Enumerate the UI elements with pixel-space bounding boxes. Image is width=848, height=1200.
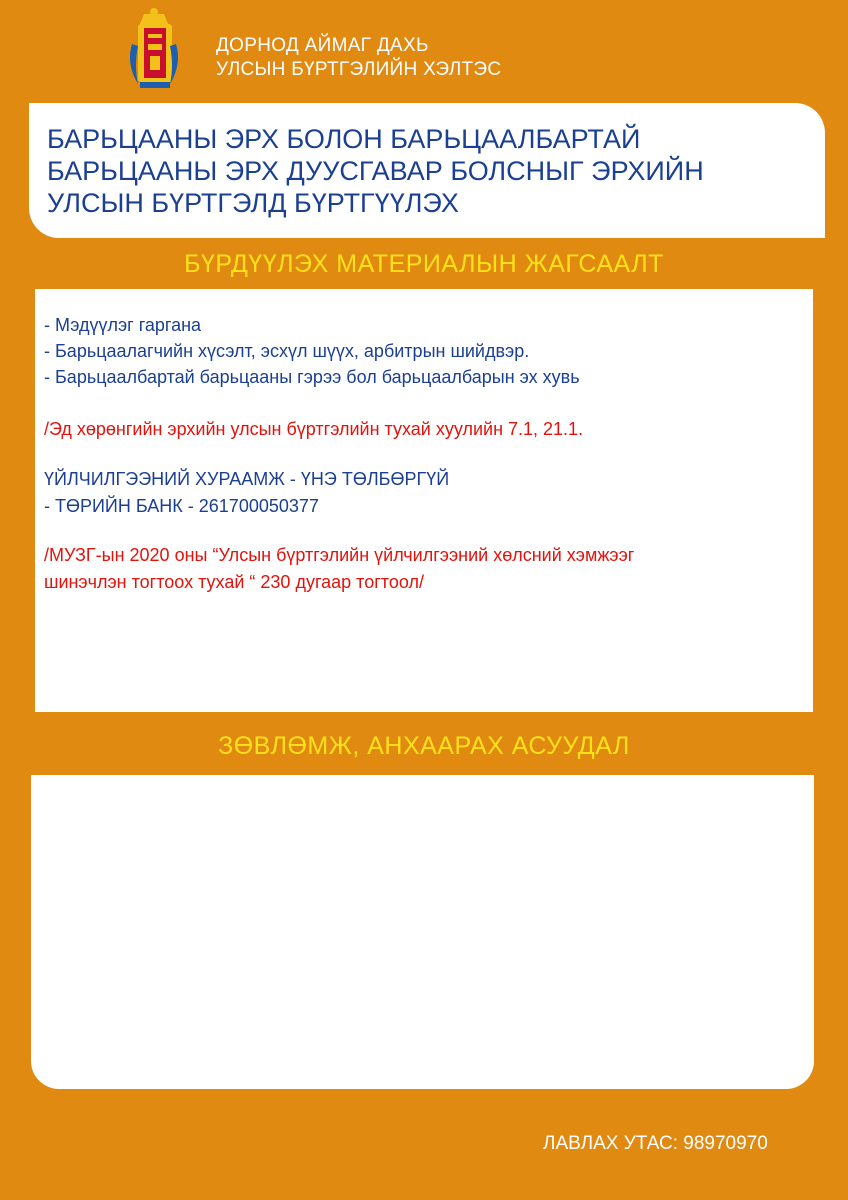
reference-phone: ЛАВЛАХ УТАС: 98970970 <box>543 1133 768 1154</box>
advice-heading: ЗӨВЛӨМЖ, АНХААРАХ АСУУДАЛ <box>218 732 630 760</box>
advice-card <box>31 775 814 1089</box>
resolution-line-1: /МУЗГ-ын 2020 оны “Улсын бүртгэлийн үйлчилгээний хөлсний хэмжээг <box>44 545 635 565</box>
title-line-1: БАРЬЦААНЫ ЭРХ БОЛОН БАРЬЦААЛБАРТАЙ <box>47 124 641 154</box>
soyombo-emblem-icon <box>124 4 184 92</box>
materials-heading: БҮРДҮҮЛЭХ МАТЕРИАЛЫН ЖАГСААЛТ <box>184 250 664 278</box>
list-item: - Барьцаалбартай барьцааны гэрээ бол барьцаалбарын эх хувь <box>44 367 580 387</box>
service-title <box>47 123 704 219</box>
service-fee: ҮЙЛЧИЛГЭЭНИЙ ХУРААМЖ - ҮНЭ ТӨЛБӨРГҮЙ <box>44 469 450 489</box>
materials-card <box>35 289 813 712</box>
title-line-3: УЛСЫН БҮРТГЭЛД БҮРТГҮҮЛЭХ <box>47 188 459 218</box>
organization-name <box>216 34 501 82</box>
law-reference: /Эд хөрөнгийн эрхийн улсын бүртгэлийн тухай хуулийн 7.1, 21.1. <box>44 419 584 439</box>
service-title-card <box>29 103 825 238</box>
title-line-2: БАРЬЦААНЫ ЭРХ ДУУСГАВАР БОЛСНЫГ ЭРХИЙН <box>47 156 704 186</box>
resolution-line-2: шинэчлэн тогтоох тухай “ 230 дугаар тогтоол/ <box>44 572 424 592</box>
list-item: - Мэдүүлэг гаргана <box>44 315 202 335</box>
org-line-2: УЛСЫН БҮРТГЭЛИЙН ХЭЛТЭС <box>216 59 502 80</box>
bank-account: - ТӨРИЙН БАНК - 261700050377 <box>44 496 319 516</box>
list-item: - Барьцаалагчийн хүсэлт, эсхүл шүүх, арбитрын шийдвэр. <box>44 341 530 361</box>
org-line-1: ДОРНОД АЙМАГ ДАХЬ <box>216 35 429 56</box>
